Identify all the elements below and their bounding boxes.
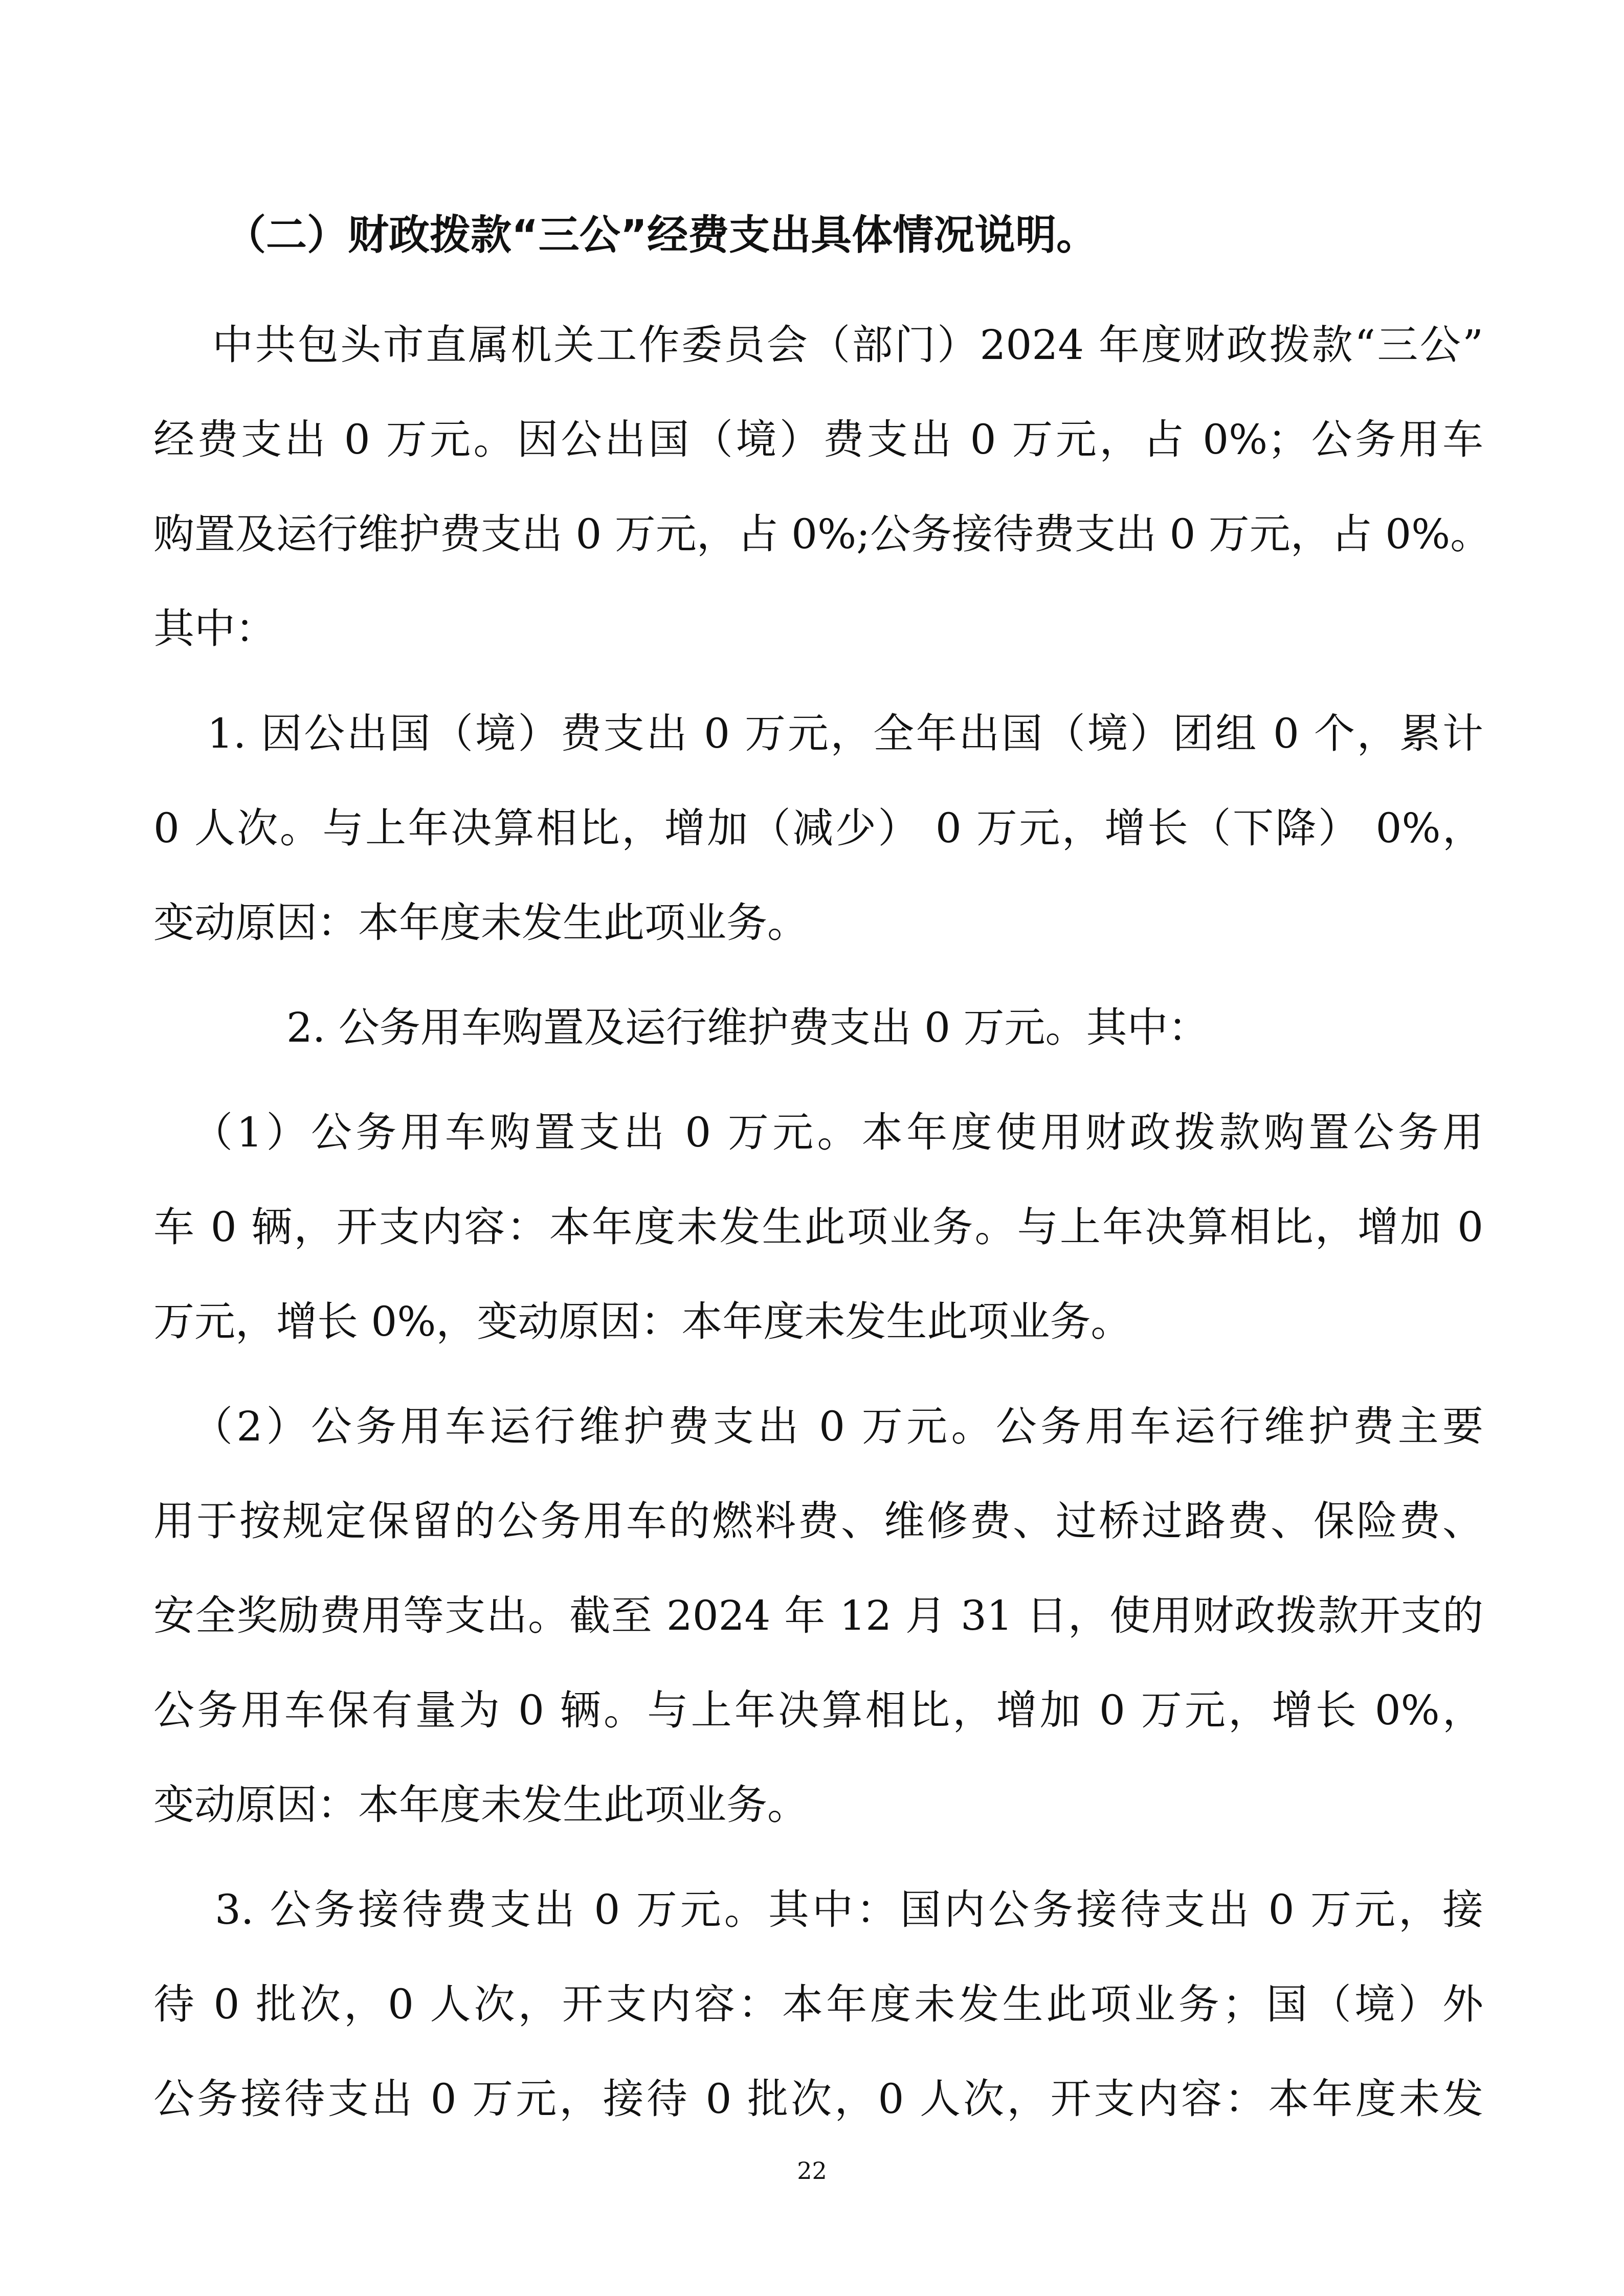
- paragraph-line: 购置及运行维护费支出 0 万元，占 0%;公务接待费支出 0 万元，占 0%。: [153, 510, 1492, 558]
- paragraph-line: 经费支出 0 万元。因公出国（境）费支出 0 万元，占 0%；公务用车: [153, 416, 1483, 463]
- paragraph-line: （2）公务用车运行维护费支出 0 万元。公务用车运行维护费主要: [192, 1403, 1483, 1450]
- page-number: 22: [797, 2157, 827, 2185]
- paragraph-line: 用于按规定保留的公务用车的燃料费、维修费、过桥过路费、保险费、: [153, 1497, 1483, 1545]
- paragraph-line: 公务接待支出 0 万元，接待 0 批次，0 人次，开支内容：本年度未发: [153, 2075, 1483, 2123]
- paragraph-line: 万元，增长 0%，变动原因：本年度未发生此项业务。: [153, 1298, 1132, 1345]
- paragraph-line: 1. 因公出国（境）费支出 0 万元，全年出国（境）团组 0 个，累计: [207, 710, 1483, 757]
- section-heading: （二）财政拨款“三公”经费支出具体情况说明。: [225, 211, 1098, 259]
- paragraph-line: 0 人次。与上年决算相比，增加（减少） 0 万元，增长（下降） 0%，: [153, 804, 1483, 852]
- paragraph-line: 待 0 批次，0 人次，开支内容：本年度未发生此项业务；国（境）外: [153, 1980, 1483, 2028]
- paragraph-line: 安全奖励费用等支出。截至 2024 年 12 月 31 日，使用财政拨款开支的: [153, 1592, 1483, 1639]
- paragraph-line: 车 0 辆，开支内容：本年度未发生此项业务。与上年决算相比，增加 0: [153, 1203, 1483, 1251]
- paragraph-line: 公务用车保有量为 0 辆。与上年决算相比，增加 0 万元，增长 0%，: [153, 1686, 1483, 1734]
- paragraph-line: 变动原因：本年度未发生此项业务。: [153, 1781, 808, 1829]
- paragraph-line: 变动原因：本年度未发生此项业务。: [153, 899, 808, 947]
- paragraph-line: 2. 公务用车购置及运行维护费支出 0 万元。其中：: [286, 1004, 1209, 1051]
- paragraph-line: （1）公务用车购置支出 0 万元。本年度使用财政拨款购置公务用: [192, 1109, 1483, 1156]
- paragraph-line: 中共包头市直属机关工作委员会（部门）2024 年度财政拨款“三公”: [212, 321, 1483, 369]
- paragraph-line: 3. 公务接待费支出 0 万元。其中：国内公务接待支出 0 万元，接: [215, 1886, 1483, 1933]
- paragraph-line: 其中：: [153, 605, 276, 652]
